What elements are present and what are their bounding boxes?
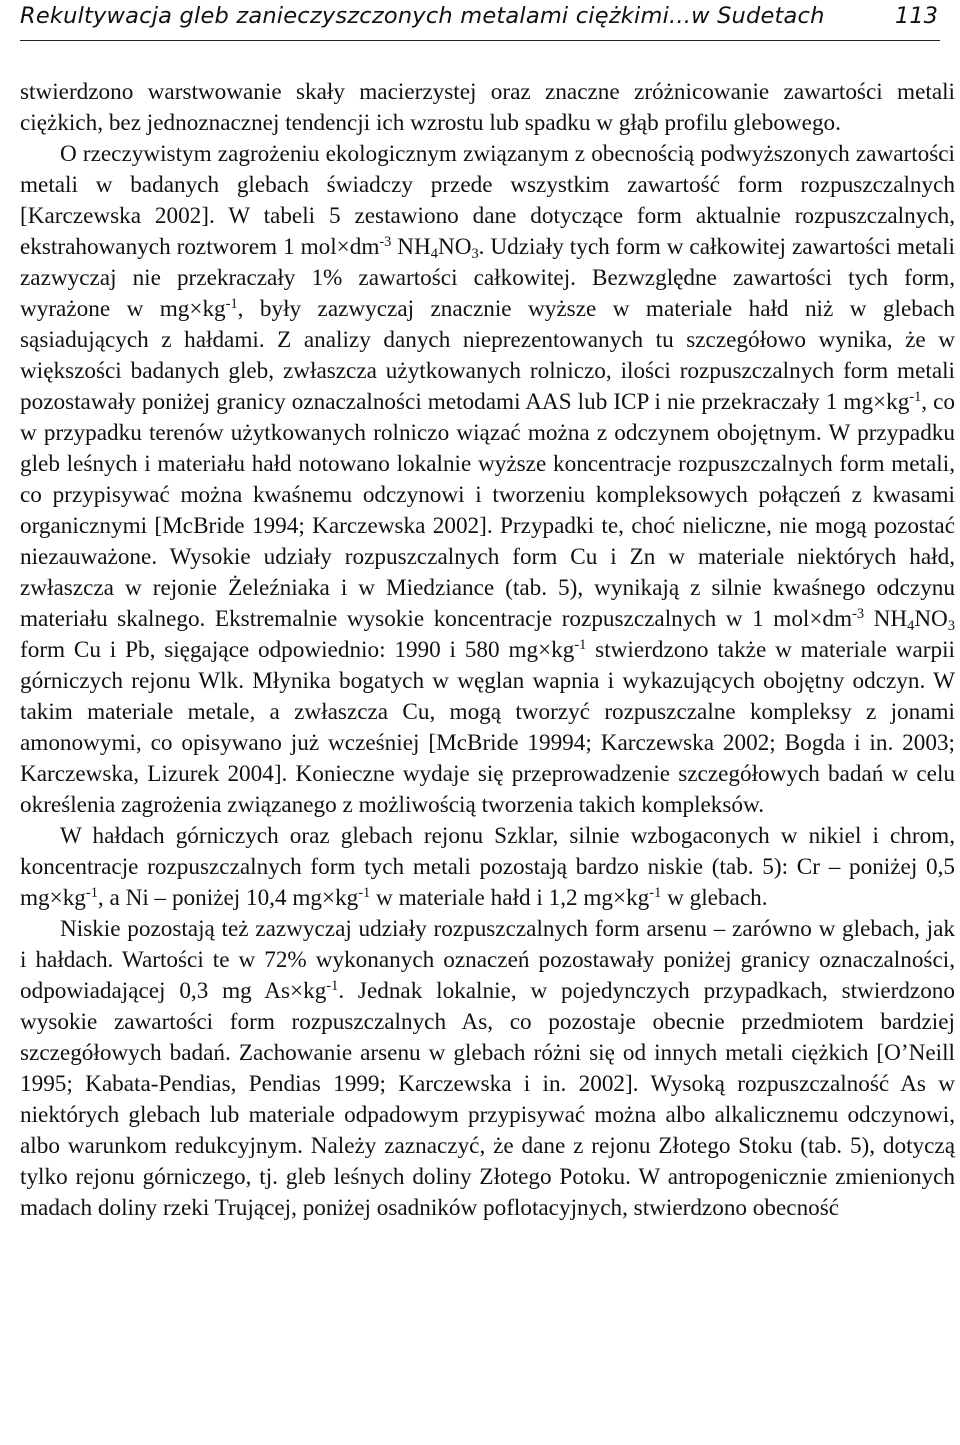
text-run: w glebach. [661, 885, 768, 911]
superscript: -1 [649, 885, 662, 902]
running-title: Rekultywacja gleb zanieczyszczonych metalami ciężkimi...w Sudetach [20, 3, 825, 29]
text-run: , co w przypadku terenów użytkowanych rolniczo wiązać można z odczynem obojętnym. W przypadku gleb leśnych i materiału hałd notowano lokalnie wyższe koncentracje rozpuszczalnych form metali, co przypisywać można kwaśnemu odczynowi i tworzeniu kompleksowych połączeń z kwasami organicznymi [McBride 1994; Karczewska 2002]. Przypadki te, choć nieliczne, nie mogą pozostać niezauważone. Wysokie udziały rozpuszczalnych form Cu i Zn w materiale niektórych hałd, zwłaszcza w rejonie Żeleźniaka i w Miedziance (tab. 5), wynikają z silnie kwaśnego odczynu materiału skalnego. Ekstremalnie wysokie koncentracje rozpuszczalnych w 1 mol×dm [20, 389, 955, 632]
superscript: -3 [379, 234, 392, 251]
text-run: NO [437, 234, 472, 260]
page-header [20, 0, 940, 41]
text-run: O rzeczywistym zagrożeniu ekologicznym związanym z obecnością podwyższonych zawartości metali w badanych glebach świadczy przede wszystkim zawartość form rozpuszczalnych [Karczewska 2002]. W tabeli 5 zestawiono dane dotyczące form aktualnie rozpuszczalnych, ekstrahowanych roztworem 1 mol×dm [20, 141, 955, 260]
text-run: , były zazwyczaj znacznie wyższe w materiale hałd niż w glebach sąsiadujących z hałdami. Z analizy danych nieprezentowanych tu szczegółowo wynika, że w większości badanych gleb, zwłaszcza użytkowanych rolniczo, ilości rozpuszczalnych form metali pozostawały poniżej granicy oznaczalności metodami AAS lub ICP i nie przekraczały 1 mg×kg [20, 296, 956, 415]
paragraph [20, 139, 955, 821]
text-run: stwierdzono warstwowanie skały macierzystej oraz znaczne zróżnicowanie zawartości metali ciężkich, bez jednoznacznej tendencji ich wzrostu lub spadku w głąb profilu glebowego. [20, 79, 955, 136]
subscript: 4 [430, 246, 438, 263]
subscript: 3 [947, 618, 955, 635]
text-run: NH [391, 234, 431, 260]
superscript: -1 [574, 637, 587, 654]
superscript: -1 [225, 296, 238, 313]
text-run: Niskie pozostają też zazwyczaj udziały rozpuszczalnych form arsenu – zarówno w glebach, jak i hałdach. Wartości te w 72% wykonanych oznaczeń pozostawały poniżej granicy oznaczalności, odpowiadającej 0,3 mg As×kg [20, 916, 955, 1004]
superscript: -1 [909, 389, 922, 406]
superscript: -3 [852, 606, 865, 623]
paragraph [20, 914, 955, 1224]
text-run: form Cu i Pb, sięgające odpowiednio: 1990 i 580 mg×kg [20, 637, 575, 663]
superscript: -1 [85, 885, 98, 902]
paragraph [20, 77, 955, 139]
text-run: . Jednak lokalnie, w pojedynczych przypadkach, stwierdzono wysokie zawartości form rozpuszczalnych As, co pozostaje obecnie przedmiotem bardziej szczegółowych badań. Zachowanie arsenu w glebach różni się od innych metali ciężkich [O’Neill 1995; Kabata-Pendias, Pendias 1999; Karczewska i in. 2002]. Wysoką rozpuszczalność As w niektórych glebach lub materiale odpadowym przypisywać można albo alkalicznemu odczynowi, albo warunkom redukcyjnym. Należy zaznaczyć, że dane z rejonu Złotego Stoku (tab. 5), dotyczą tylko rejonu górniczego, tj. gleb leśnych doliny Złotego Potoku. W antropogenicznie zmienionych madach doliny rzeki Trującej, poniżej osadników poflotacyjnych, stwierdzono obecność [20, 978, 955, 1221]
page-number: 113 [895, 3, 938, 29]
text-run: stwierdzono także w materiale warpii górniczych rejonu Wlk. Młynika bogatych w węglan wapnia i wykazujących obojętny odczyn. W takim materiale metale, a zwłaszcza Cu, mogą tworzyć rozpuszczalne kompleksy z jonami amonowymi, co opisywano już wcześniej [McBride 19994; Karczewska 2002; Bogda i in. 2003; Karczewska, Lizurek 2004]. Konieczne wydaje się przeprowadzenie szczegółowych badań w celu określenia zagrożenia związanego z możliwością tworzenia takich kompleksów. [20, 637, 955, 818]
text-run: w materiale hałd i 1,2 mg×kg [370, 885, 650, 911]
text-run: W hałdach górniczych oraz glebach rejonu Szklar, silnie wzbogaconych w nikiel i chrom, koncentracje rozpuszczalnych form tych metali pozostają bardzo niskie (tab. 5): Cr – poniżej 0,5 mg×kg [20, 823, 955, 911]
subscript: 3 [471, 246, 479, 263]
text-run: NH [864, 606, 908, 632]
subscript: 4 [907, 618, 915, 635]
paragraph [20, 821, 955, 914]
superscript: -1 [358, 885, 371, 902]
text-run: , a Ni – poniżej 10,4 mg×kg [97, 885, 359, 911]
body-text [20, 77, 955, 1224]
superscript: -1 [326, 978, 339, 995]
text-run: NO [914, 606, 948, 632]
text-run: . Udziały tych form w całkowitej zawartości metali zazwyczaj nie przekraczały 1% zawartości całkowitej. Bezwzględne zawartości tych form, wyrażone w mg×kg [20, 234, 955, 322]
